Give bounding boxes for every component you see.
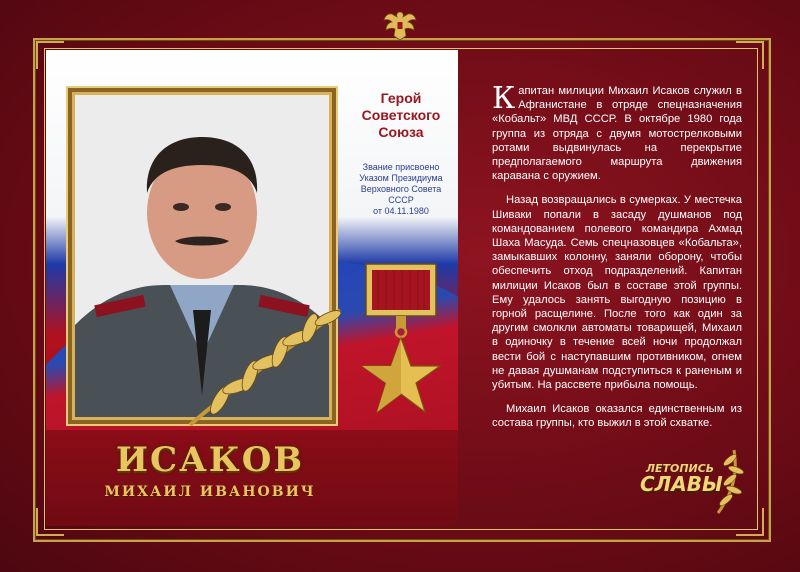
hero-first-middle-name: МИХАИЛ ИВАНОВИЧ xyxy=(104,484,316,500)
award-note-line-3: Верховного Совета СССР xyxy=(360,184,442,205)
story-paragraph-3: Михаил Исаков оказался единственным из состава группы, кто выжил в этой схватке. xyxy=(492,403,742,430)
hero-title-line-3: Союза xyxy=(378,124,424,140)
corner-ornament-bottom-left xyxy=(36,508,64,536)
award-note-line-2: Указом Президиума xyxy=(359,173,443,183)
award-note-line-1: Звание присвоено xyxy=(362,162,440,172)
drop-cap: К xyxy=(492,81,516,116)
story-paragraph-1 xyxy=(492,81,742,183)
hero-title-line-2: Советского xyxy=(361,107,441,123)
story-column xyxy=(492,81,742,441)
double-headed-eagle-icon xyxy=(380,8,420,42)
laurel-branch-icon xyxy=(180,300,350,430)
award-note xyxy=(350,162,452,217)
corner-ornament-top-left xyxy=(36,41,64,69)
hero-title xyxy=(358,90,444,141)
story-paragraph-1-text: апитан милиции Михаил Исаков служил в Афганистане в отряде спецназначения «Кобальт» МВД СССР. В октябре 1980 года группа из отряда с двумя мотострелковыми ротами выдвинулась на перекрытие предполагаемого маршрута движения каравана с оружием. xyxy=(492,85,742,183)
logo-line-2: СЛАВЫ xyxy=(640,472,723,496)
hero-title-line-1: Герой xyxy=(380,90,422,106)
award-note-line-4: от 04.11.1980 xyxy=(373,206,429,216)
corner-ornament-bottom-right xyxy=(736,508,764,536)
logo-line-1: ЛЕТОПИСЬ xyxy=(645,462,715,475)
story-paragraph-2: Назад возвращались в сумерках. У местечка Шиваки попали в засаду душманов под командованием полевого командира Ахмад Шаха Масуда. Семь спецназовцев «Кобальта», замыкавших колонну, заняли оборону, чтобы обеспечить отход подразделений. Капитан милиции Исаков был в составе этой группы. Ему удалось занять выгодную позицию в горной расщелине. После того как один за другим смолкли автоматы товарищей, Михаил в одиночку в течение всей ночи продолжал вести бой с наступавшим противником, огнем не давая душманам подступиться к раненым и убитым. На рассвете прибыла помощь. xyxy=(492,194,742,392)
gold-star-medal-icon xyxy=(360,262,442,432)
corner-ornament-top-right xyxy=(736,41,764,69)
hero-last-name: ИСАКОВ xyxy=(115,440,305,480)
